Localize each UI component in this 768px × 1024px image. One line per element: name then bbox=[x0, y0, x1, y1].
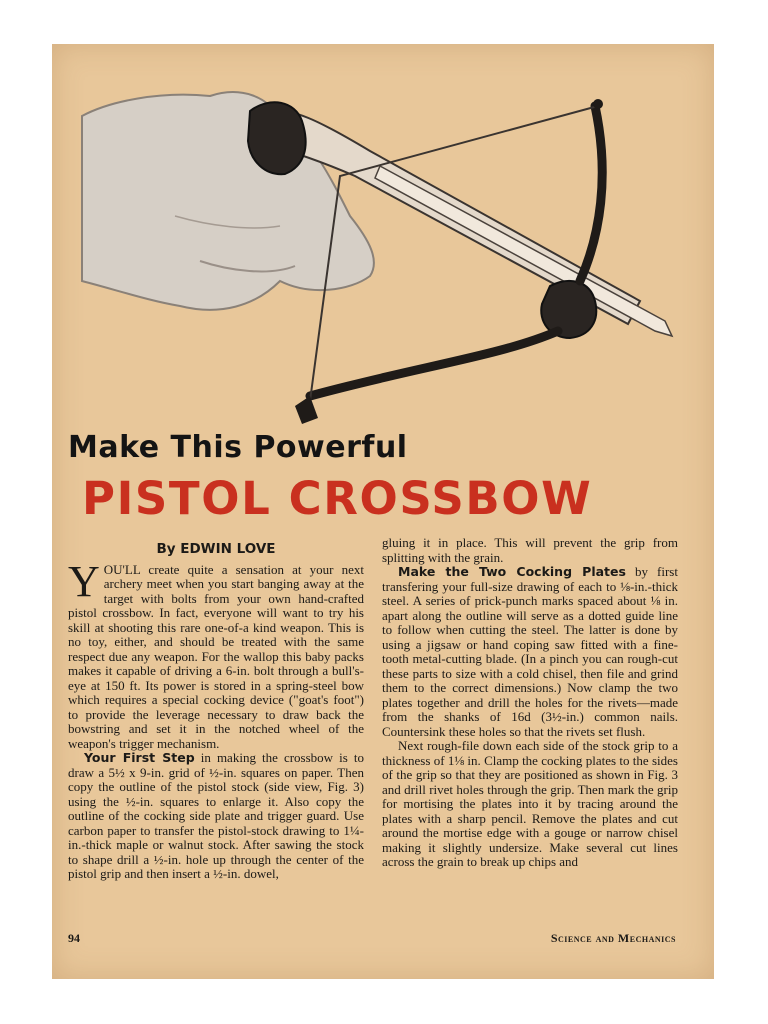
drop-cap: Y bbox=[68, 556, 100, 606]
paragraph: Next rough-file down each side of the stock grip to a thickness of 1⅛ in. Clamp the cocking plates to the sides of the grip so that they are positioned as shown in Fig. 3 and drill rivet holes through the grip. Then mark the grip for mortising the plates into it by tracing around the plates with a sharp pencil. Remove the plates and cut around the mortise edge with a gouge or narrow chisel making it slightly undersize. Make several cut lines across the grain to break up chips and bbox=[382, 738, 678, 869]
paragraph: gluing it in place. This will prevent the grip from splitting with the grain. bbox=[382, 535, 678, 565]
paragraph: Your First Step in making the crossbow is to draw a 5½ x 9-in. grid of ½-in. squares on paper. Then copy the outline of the pistol stock (side view, Fig. 3) using the ½-in. squares to enlarge it. Also copy the outline of the cocking side plate and trigger guard. Use carbon paper to transfer the pistol-stock drawing to 1¼-in.-thick maple or walnut stock. After sawing the stock to shape drill a ½-in. hole up through the center of the pistol grip and then insert a ½-in. dowel, bbox=[68, 750, 364, 881]
pistol-crossbow-photo bbox=[80, 66, 680, 446]
paragraph: Make the Two Cocking Plates by first transfering your full-size drawing of each to ⅛-in.-thick steel. A series of prick-punch marks spaced about ⅛ in. apart along the outline will serve as a dotted guide line to follow when cutting the steel. The latter is done by using a jigsaw or hand coping saw fitted with a fine-tooth metal-cutting blade. (In a pinch you can rough-cut these parts to size with a cold chisel, then file and grind them to the correct dimensions.) Now clamp the two plates together and drill the holes for the rivets—made from the shanks of 16d (3½-in.) common nails. Countersink these holes so that the rivets set flush. bbox=[382, 564, 678, 739]
page-number: 94 bbox=[68, 931, 80, 945]
article-title: PISTOL CROSSBOW bbox=[82, 472, 593, 525]
left-column bbox=[68, 536, 364, 882]
right-column bbox=[382, 536, 678, 870]
byline: By EDWIN LOVE bbox=[156, 541, 276, 557]
subhead: Your First Step bbox=[84, 750, 195, 765]
paragraph: YOU'LL create quite a sensation at your next archery meet when you start banging away at the target with bolts from your own hand-crafted pistol crossbow. In fact, everyone will want to try his skill at shooting this rare one-of-a kind weapon. This is no toy, either, and should be treated with the same respect due any weapon. For the wallop this baby packs makes it capable of driving a 6-in. bolt through a bull's-eye at 150 ft. Its power is stored in a spring-steel bow which requires a special cocking device ("goat's foot") to provide the leverage necessary to draw back the bowstring and set it in the notched wheel of the weapon's trigger mechanism. bbox=[68, 556, 364, 751]
publication-name: Science and Mechanics bbox=[550, 931, 676, 945]
magazine-page bbox=[52, 44, 714, 979]
headline: Make This Powerful bbox=[68, 430, 408, 465]
subhead: Make the Two Cocking Plates bbox=[398, 564, 626, 579]
